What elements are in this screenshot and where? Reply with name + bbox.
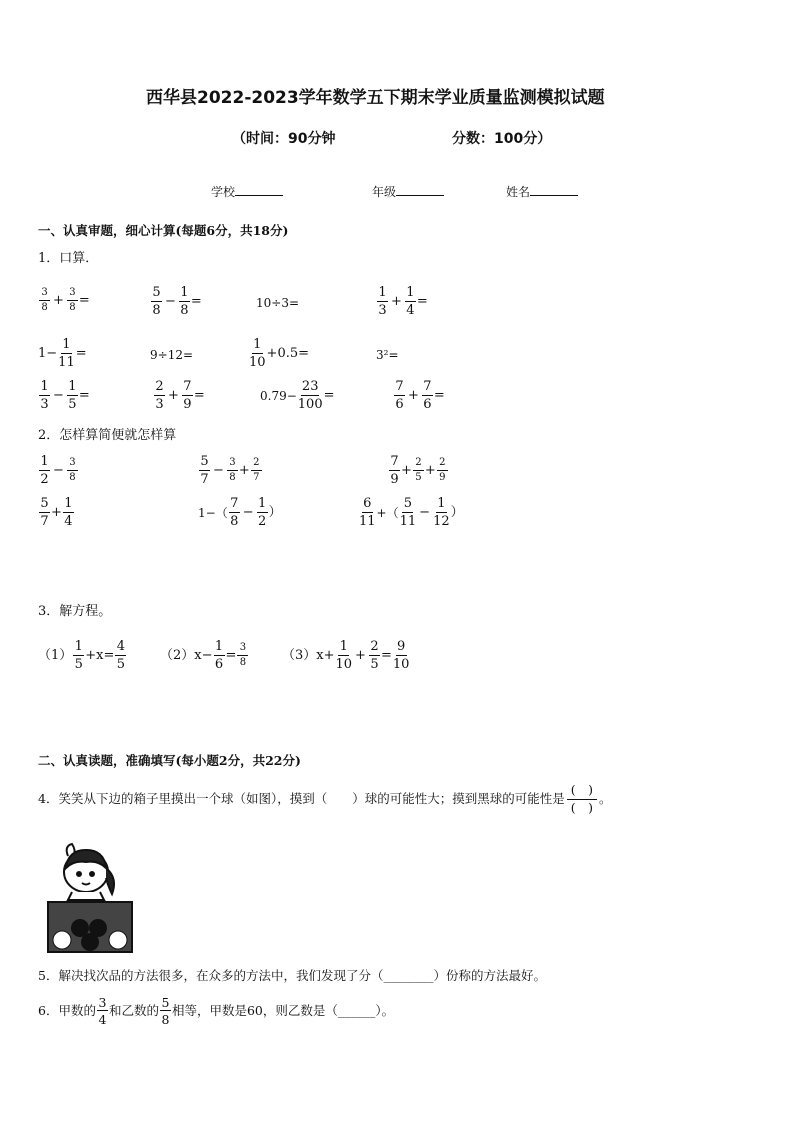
section1-heading: 一、认真审题，细心计算(每题6分，共18分) xyxy=(38,223,289,238)
equation-3: （3）x+ $\frac{1}{10}$ + $\frac{2}{5}$ = $\frac{9}{10}$ xyxy=(282,639,410,672)
girl-ball-box-illustration xyxy=(46,838,138,956)
simplify-1: $\frac{1}{2}$ − $\frac{3}{8}$ xyxy=(38,455,79,486)
simplify-4: $\frac{5}{7}$ + $\frac{1}{4}$ xyxy=(40,496,73,529)
q4-blank-den[interactable]: ( ) xyxy=(570,799,593,815)
name-field xyxy=(506,183,578,198)
q1-label: 1．口算． xyxy=(38,251,99,266)
q3-label: 3．解方程。 xyxy=(38,604,112,619)
exam-score: 分数：100分） xyxy=(452,131,552,147)
grade-field xyxy=(372,183,444,198)
name-blank[interactable] xyxy=(530,183,578,196)
simplify-6: $\frac{6}{11}$ +（ $\frac{5}{11}$ − $\frac{1}{12}$ ） xyxy=(359,496,464,529)
calc-5: 1− $\frac{1}{11}$ = xyxy=(38,337,87,370)
question-6: 6．甲数的 $\frac{3}{4}$ 和乙数的 $\frac{5}{8}$ 相等，甲数是60，则乙数是（______）。 xyxy=(38,995,395,1028)
name-label: 姓名 xyxy=(506,185,531,199)
school-blank[interactable] xyxy=(235,183,283,196)
simplify-2: $\frac{5}{7}$ − $\frac{3}{8}$ + $\frac{2}{7}$ xyxy=(198,455,263,486)
page-title: 西华县2022-2023学年数学五下期末学业质量监测模拟试题 xyxy=(146,88,605,108)
calc-11: 0.79− $\frac{23}{100}$ = xyxy=(260,379,335,412)
equation-1: （1） $\frac{1}{5}$ +x= $\frac{4}{5}$ xyxy=(38,639,126,672)
calc-8: 3²= xyxy=(376,348,399,362)
exam-time: （时间：90分钟 xyxy=(232,131,336,147)
calc-4: $\frac{1}{3}$ + $\frac{1}{4}$ = xyxy=(378,285,428,318)
question-4: 4．笑笑从下边的箱子里摸出一个球（如图），摸到（ ）球的可能性大；摸到黑球的可能性是 $\frac{( )}{( )}$ 。 xyxy=(38,782,612,815)
simplify-5: 1−（ $\frac{7}{8}$ − $\frac{1}{2}$ ） xyxy=(198,496,282,529)
calc-10: $\frac{2}{3}$ + $\frac{7}{9}$ = xyxy=(155,379,205,412)
calc-7: $\frac{1}{10}$ +0.5= xyxy=(249,337,310,370)
grade-label: 年级 xyxy=(372,185,397,199)
calc-9: $\frac{1}{3}$ − $\frac{1}{5}$ = xyxy=(40,379,90,412)
calc-6: 9÷12= xyxy=(150,348,194,362)
section2-heading: 二、认真读题，准确填写(每小题2分，共22分) xyxy=(38,753,301,768)
white-ball-2 xyxy=(109,931,127,949)
calc-2: $\frac{5}{8}$ − $\frac{1}{8}$ = xyxy=(152,285,202,318)
grade-blank[interactable] xyxy=(396,183,444,196)
q4-text: 4．笑笑从下边的箱子里摸出一个球（如图），摸到（ ）球的可能性大；摸到黑球的可能性是 xyxy=(38,790,565,806)
question-5: 5．解决找次品的方法很多，在众多的方法中，我们发现了分（________）份称的方法最好。 xyxy=(38,968,546,983)
q4-blank-num[interactable]: ( ) xyxy=(567,784,597,800)
school-label: 学校 xyxy=(211,185,236,199)
school-field xyxy=(211,183,283,198)
black-ball-3 xyxy=(81,933,99,951)
calc-12: $\frac{7}{6}$ + $\frac{7}{6}$ = xyxy=(395,379,445,412)
calc-1: $\frac{3}{8}$ + $\frac{3}{8}$ = xyxy=(38,288,90,313)
white-ball-1 xyxy=(53,931,71,949)
simplify-3: $\frac{7}{9}$ + $\frac{2}{5}$ + $\frac{2}{9}$ xyxy=(388,455,449,486)
calc-3: 10÷3= xyxy=(256,296,300,310)
q2-label: 2．怎样算简便就怎样算 xyxy=(38,428,177,443)
equation-2: （2）x− $\frac{1}{6}$ = $\frac{3}{8}$ xyxy=(160,640,249,671)
